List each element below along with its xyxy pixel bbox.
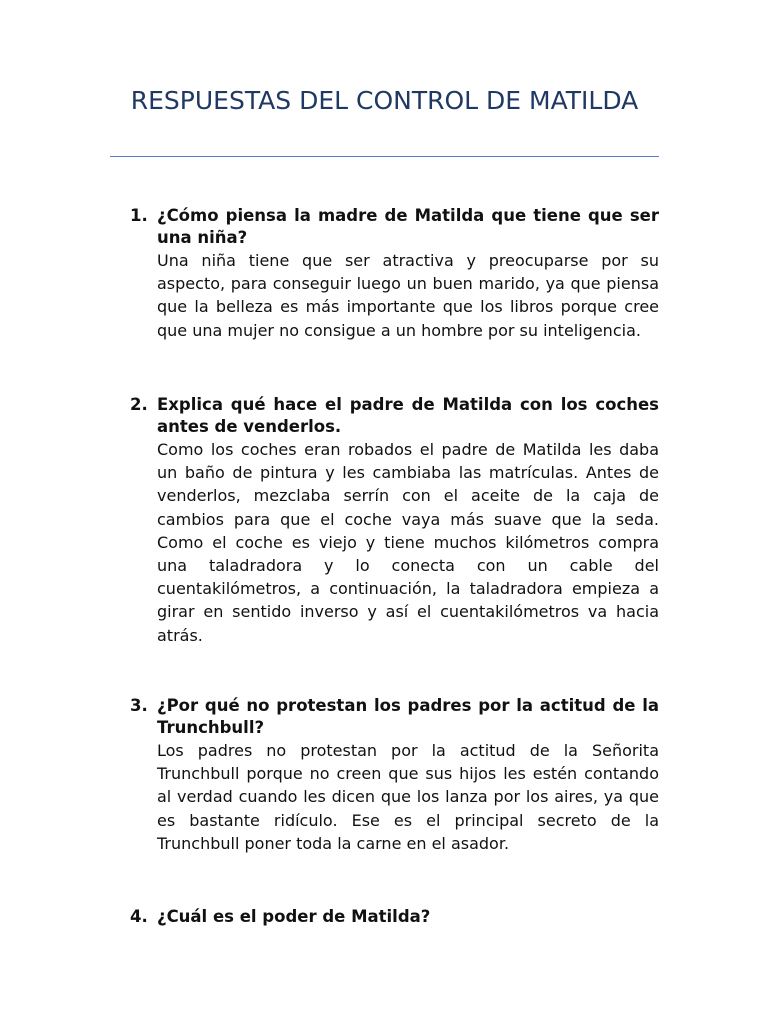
question-number: 3. [130, 696, 148, 715]
question-number: 1. [130, 206, 148, 225]
question-item-3 [130, 695, 659, 855]
question-text: ¿Por qué no protestan los padres por la actitud de la Trunchbull? [157, 696, 659, 737]
question-number: 2. [130, 395, 148, 414]
question-item-2 [130, 394, 659, 647]
question-text: ¿Cómo piensa la madre de Matilda que tiene que ser una niña? [157, 206, 659, 247]
title-divider [110, 156, 659, 157]
question-number: 4. [130, 907, 148, 926]
question-text: Explica qué hace el padre de Matilda con los coches antes de venderlos. [157, 395, 659, 436]
answer-text: Los padres no protestan por la actitud de la Señorita Trunchbull porque no creen que sus hijos les estén contando al verdad cuando les dicen que los lanza por los aires, ya que es bastante ridículo. Ese es el principal secreto de la Trunchbull poner toda la carne en el asador. [157, 741, 659, 853]
answer-text: Como los coches eran robados el padre de Matilda les daba un baño de pintura y les cambiaba las matrículas. Antes de venderlos, mezclaba serrín con el aceite de la caja de cambios para que el coche vaya más suave que la seda. Como el coche es viejo y tiene muchos kilómetros compra una taladradora y lo conecta con un cable del cuentakilómetros, a continuación, la taladradora empieza a girar en sentido inverso y así el cuentakilómetros va hacia atrás. [157, 440, 659, 645]
question-text: ¿Cuál es el poder de Matilda? [157, 907, 431, 926]
question-item-4 [130, 906, 659, 928]
document-title: RESPUESTAS DEL CONTROL DE MATILDA [130, 86, 639, 115]
question-item-1 [130, 205, 659, 342]
answer-text: Una niña tiene que ser atractiva y preocuparse por su aspecto, para conseguir luego un buen marido, ya que piensa que la belleza es más importante que los libros porque cree que una mujer no consigue a un hombre por su inteligencia. [157, 251, 659, 340]
